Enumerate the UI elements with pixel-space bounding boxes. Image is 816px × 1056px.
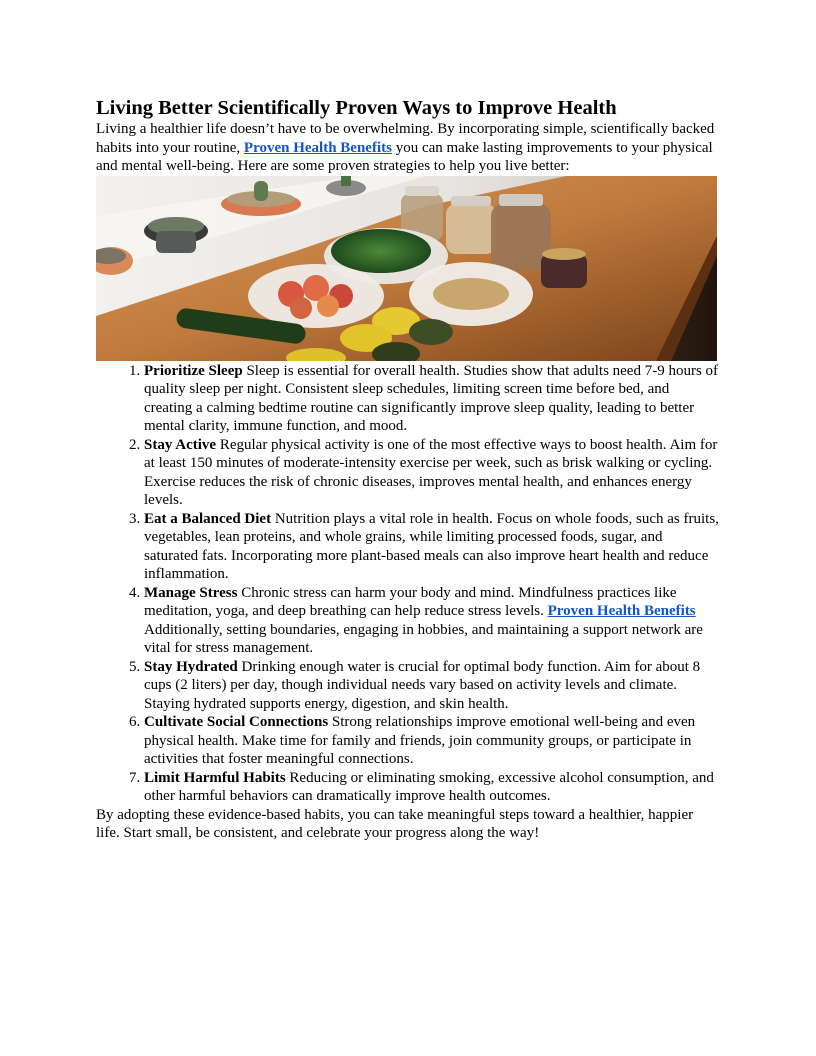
list-item [144,584,720,658]
list-item-heading: Cultivate Social Connections [144,714,329,730]
intro-paragraph [96,120,720,176]
list-item [144,362,720,436]
list-item-heading: Manage Stress [144,584,238,601]
intro-text-after-link: you can make lasting improvements to your physical and mental well-being. Here are some proven strategies to help you live better: [96,139,713,174]
list-item-heading: Limit Harmful Habits [144,769,286,786]
conclusion-paragraph: By adopting these evidence-based habits, you can take meaningful steps toward a healthier, happier life. Start small, be consistent, and celebrate your progress along the way! [96,806,694,841]
health-strategies-list [96,362,720,806]
intro-text-before-link: Living a healthier life doesn’t have to be overwhelming. By incorporating simple, scientifically backed habits into your routine, [96,121,715,156]
list-item-text: Regular physical activity is one of the most effective ways to boost health. Aim for at least 150 minutes of moderate-intensity exercise per week, such as brisk walking or cycling. Exercise reduces the risk of chronic diseases, improves mental health, and enhances energy levels. [144,436,718,508]
proven-health-benefits-inline-link[interactable]: Proven Health Benefits [547,603,696,619]
list-item [144,510,720,584]
list-item-heading: Eat a Balanced Diet [144,510,272,527]
list-item-text-before-link: Chronic stress can harm your body and mind. Mindfulness practices like meditation, yoga, and deep breathing can help reduce stress levels. [144,584,677,619]
list-item-heading: Stay Active [144,436,217,453]
food-table-photo [96,176,717,361]
list-item-heading: Prioritize Sleep [144,362,243,379]
list-item-text-after-link: Additionally, setting boundaries, engaging in hobbies, and maintaining a support network are vital for stress management. [144,621,703,656]
list-item-text: Reducing or eliminating smoking, excessive alcohol consumption, and other harmful behaviors can dramatically improve health outcomes. [144,769,714,804]
list-item-text: Strong relationships improve emotional well-being and even physical health. Make time for family and friends, join community groups, or participate in activities that foster meaningful connections. [144,714,696,767]
list-item-text: Drinking enough water is crucial for optimal body function. Aim for about 8 cups (2 liters) per day, though individual needs vary based on activity levels and climate. Staying hydrated supports energy, digestion, and skin health. [144,658,701,712]
page-title: Living Better Scientifically Proven Ways to Improve Health [96,97,617,119]
list-item [144,769,720,806]
list-item [144,658,720,714]
list-item-text: Nutrition plays a vital role in health. Focus on whole foods, such as fruits, vegetables, lean proteins, and whole grains, while limiting processed foods, sugar, and saturated fats. Incorporating more plant-based meals can also improve heart health and reduce inflammation. [144,510,719,582]
document-page [96,96,720,843]
list-item-heading: Stay Hydrated [144,658,238,675]
list-item [144,436,720,510]
list-item [144,713,720,769]
proven-health-benefits-link[interactable]: Proven Health Benefits [243,139,392,156]
list-item-text: Sleep is essential for overall health. Studies show that adults need 7-9 hours of quality sleep per night. Consistent sleep schedules, limiting screen time before bed, and creating a calming bedtime routine can significantly improve sleep quality, leading to better mental clarity, immune function, and mood. [144,362,719,434]
